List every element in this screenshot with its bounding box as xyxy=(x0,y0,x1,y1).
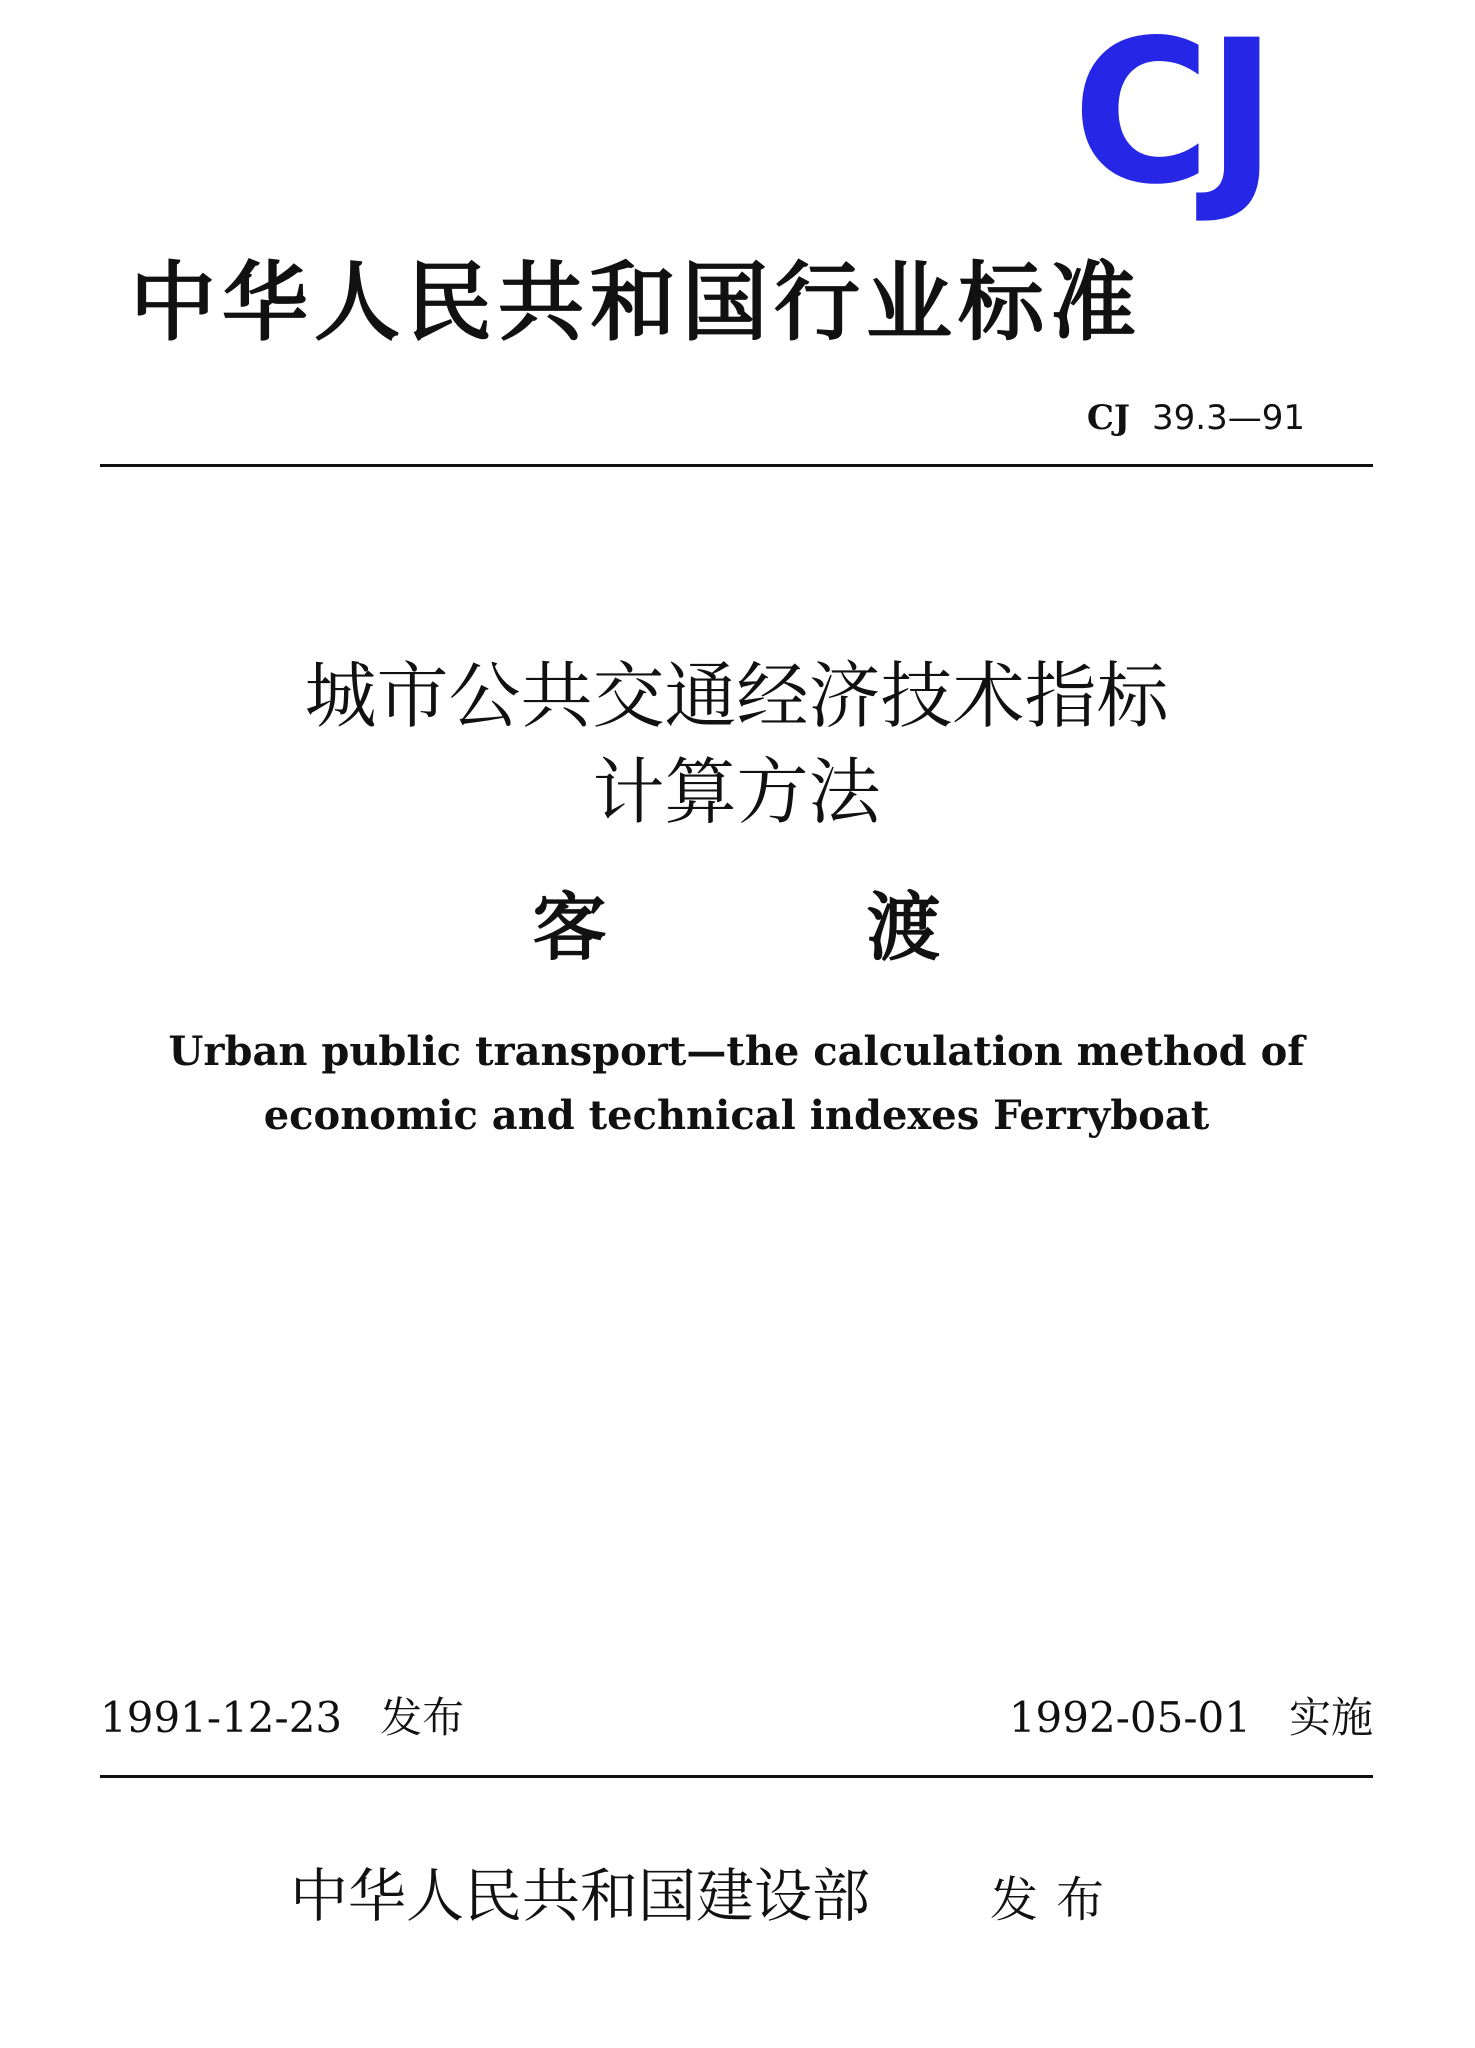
english-title-line-2: economic and technical indexes Ferryboat xyxy=(263,1092,1210,1139)
effective-date: 1992-05-01 xyxy=(1008,1693,1251,1742)
header-title: 中华人民共和国行业标准 xyxy=(130,253,1142,353)
publisher-block xyxy=(290,1856,1122,1940)
issue-date-block xyxy=(100,1690,464,1746)
english-title xyxy=(100,1020,1373,1148)
title-line-1: 城市公共交通经济技术指标 xyxy=(304,654,1169,738)
top-divider xyxy=(100,464,1373,467)
effective-date-block xyxy=(1009,1690,1373,1746)
issue-date: 1991-12-23 xyxy=(100,1693,343,1742)
publisher-name: 中华人民共和国建设部 xyxy=(290,1862,871,1930)
standard-number xyxy=(1087,398,1305,438)
standard-prefix: CJ xyxy=(1086,398,1131,438)
issue-label: 发布 xyxy=(380,1693,465,1742)
document-subtitle: 客渡 xyxy=(532,885,1201,971)
standard-code: 39.3—91 xyxy=(1152,398,1305,438)
document-title xyxy=(100,648,1373,840)
cj-logo: CJ xyxy=(1072,0,1273,228)
publisher-label: 发布 xyxy=(990,1872,1123,1928)
title-line-2: 计算方法 xyxy=(592,750,881,834)
bottom-divider xyxy=(100,1775,1373,1778)
effective-label: 实施 xyxy=(1288,1693,1373,1742)
english-title-line-1: Urban public transport—the calculation method of xyxy=(168,1028,1305,1075)
